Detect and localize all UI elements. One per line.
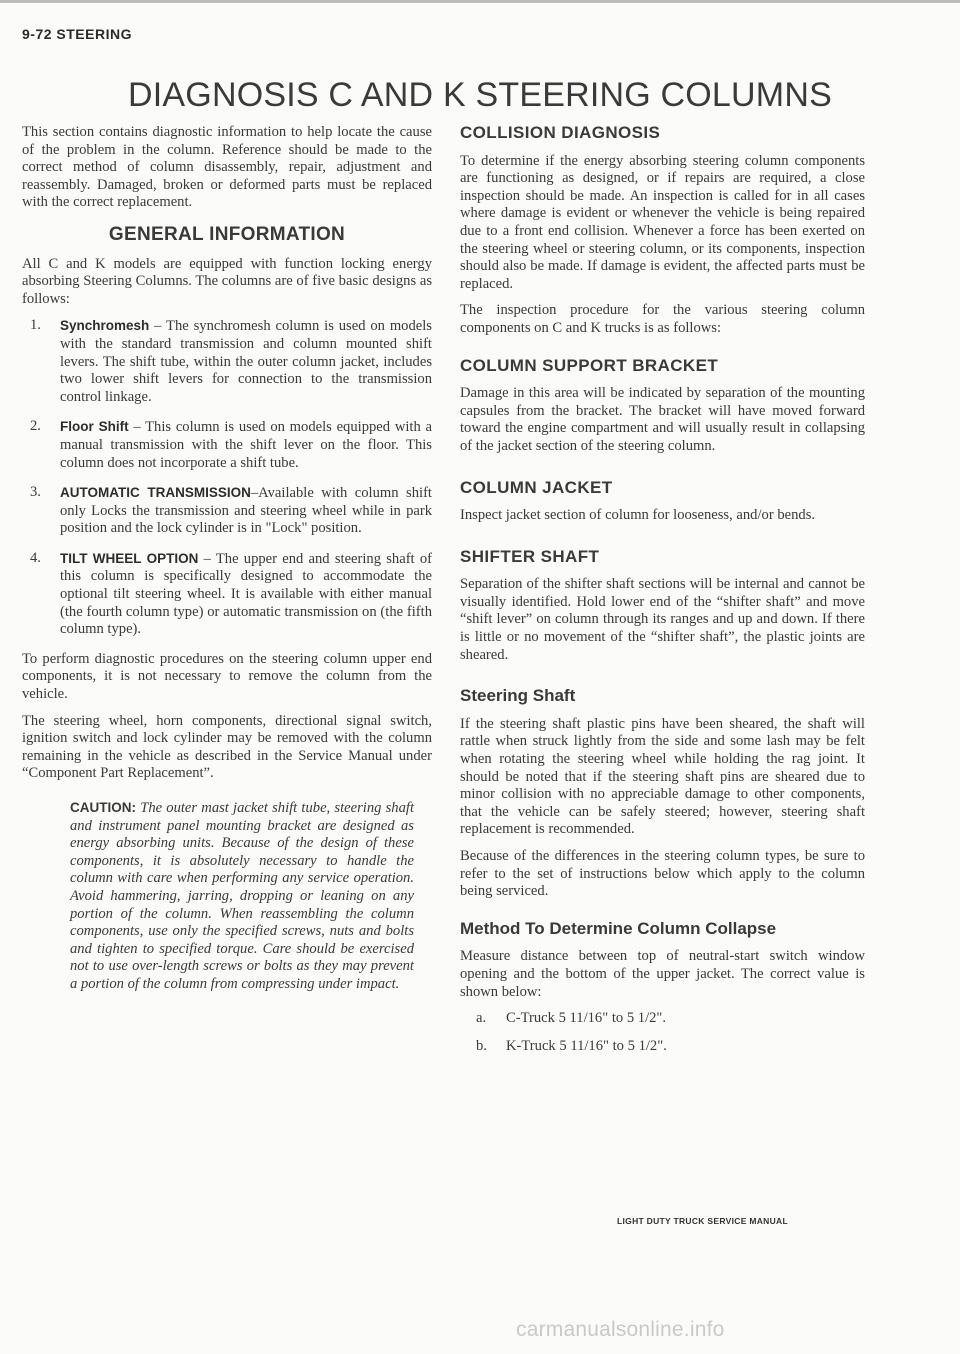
spec-value-item <box>460 1010 865 1028</box>
collision-paragraph: To determine if the energy absorbing steering column components are functioning as designed, or if repairs are required, a close inspection should be made. An inspection is called for in all cases where damage is evident or whenever the vehicle is being repaired due to a front end collision. Whenever a force has been exerted on the steering wheel or steering column, or its components, inspection should also be made. If damage is evident, the affected parts must be replaced. <box>460 152 865 292</box>
collision-diagnosis-heading: COLLISION DIAGNOSIS <box>460 123 661 142</box>
item-number: 1. <box>30 317 41 334</box>
steering-shaft-heading: Steering Shaft <box>460 686 576 706</box>
general-information-heading: GENERAL INFORMATION <box>108 223 346 245</box>
design-item <box>22 484 432 538</box>
caution-block <box>70 799 414 994</box>
item-text: –Available with column shift only Locks the transmission and steering wheel while in park position and the lock cylinder is in "Lock" position. <box>60 485 432 537</box>
right-column <box>460 124 865 1065</box>
item-term: TILT WHEEL OPTION <box>60 550 199 566</box>
item-text: – This column is used on models equipped with a manual transmission with the shift lever on the floor. This column does not incorporate a shift tube. <box>60 419 432 471</box>
spec-text: K-Truck 5 11/16" to 5 1/2". <box>506 1037 667 1054</box>
item-number: 2. <box>30 418 41 435</box>
item-text: – The upper end and steering shaft of this column is specifically designed to accommodate the optional tilt steering wheel. It is available with either manual (the fourth column type) or automatic transmission on (the fifth column type). <box>60 550 432 638</box>
procedure-paragraph: The inspection procedure for the various steering column components on C and K trucks is as follows: <box>460 302 865 336</box>
method-paragraph: Measure distance between top of neutral-start switch window opening and the bottom of the upper jacket. The correct value is shown below: <box>460 948 865 1000</box>
spec-text: C-Truck 5 11/16" to 5 1/2". <box>506 1010 667 1027</box>
steering-shaft-paragraph: If the steering shaft plastic pins have been sheared, the shaft will rattle when struck lightly from the side and some lash may be felt when rotating the steering wheel while holding the rag joint. It should be noted that if the steering shaft pins are sheared due to minor collision with no appreciable damage to other components, that the vehicle can be safely steered; however, steering shaft replacement is recommended. <box>460 715 865 838</box>
item-term: Synchromesh <box>60 318 150 334</box>
caution-label: CAUTION: <box>70 800 136 815</box>
design-item <box>22 317 432 406</box>
item-term: Floor Shift <box>60 419 129 435</box>
differences-paragraph: Because of the differences in the steering column types, be sure to refer to the set of instructions below which apply to the column being serviced. <box>460 848 865 900</box>
intro-paragraph: This section contains diagnostic information to help locate the cause of the problem in the column. Reference should be made to the correct method of column disassembly, repair, adjustment and reassembly. Damaged, broken or deformed parts must be replaced with the correct replacement. <box>22 124 432 211</box>
manual-name-footer: LIGHT DUTY TRUCK SERVICE MANUAL <box>617 1216 788 1226</box>
spec-label: a. <box>476 1010 487 1027</box>
item-number: 3. <box>30 484 41 501</box>
caution-text: The outer mast jacket shift tube, steering shaft and instrument panel mounting bracket are designed as energy absorbing units. Because of the design of these components, it is absolutely necessary to handle the column with care when performing any service operation. Avoid hammering, jarring, dropping or leaning on any portion of the column. When reassembling the column components, use only the specified screws, nuts and bolts and tighten to specified torque. Care should be exercised not to use over-length screws or bolts as they may prevent a portion of the column from compressing under impact. <box>70 800 414 992</box>
running-head: 9-72 STEERING <box>22 26 132 42</box>
spec-value-item <box>460 1038 865 1056</box>
item-text: – The synchromesh column is used on models with the standard transmission and column mounted shift levers. The shift tube, within the outer column jacket, includes two lower shift levers for connection to the transmission control linkage. <box>60 318 432 405</box>
item-term: AUTOMATIC TRANSMISSION <box>60 485 251 501</box>
page-title: DIAGNOSIS C AND K STEERING COLUMNS <box>128 76 832 114</box>
column-support-bracket-heading: COLUMN SUPPORT BRACKET <box>460 355 719 375</box>
perform-paragraph: To perform diagnostic procedures on the steering column upper end components, it is not necessary to remove the column from the vehicle. <box>22 650 432 703</box>
spec-label: b. <box>476 1037 487 1054</box>
item-number: 4. <box>30 549 41 566</box>
method-heading: Method To Determine Column Collapse <box>460 918 777 938</box>
general-information-paragraph: All C and K models are equipped with function locking energy absorbing Steering Columns. The columns are of five basic designs as follows: <box>22 255 432 307</box>
watermark-text: carmanualsonline.info <box>516 1318 725 1341</box>
shifter-shaft-heading: SHIFTER SHAFT <box>460 546 600 566</box>
design-item <box>22 418 432 472</box>
left-column <box>22 124 432 994</box>
jacket-paragraph: Inspect jacket section of column for looseness, and/or bends. <box>460 507 816 524</box>
column-jacket-heading: COLUMN JACKET <box>460 477 613 497</box>
design-item <box>22 550 432 639</box>
top-rule <box>0 0 960 3</box>
bracket-paragraph: Damage in this area will be indicated by separation of the mounting capsules from the bracket. The bracket will have moved forward toward the engine compartment and will usually result in collapsing of the jacket section of the steering column. <box>460 385 865 454</box>
shifter-paragraph: Separation of the shifter shaft sections will be internal and cannot be visually identified. Hold lower end of the “shifter shaft” and move “shift lever” on column through its ranges and up and down. If there is little or no movement of the “shifter shaft”, the plastic joints are sheared. <box>460 576 865 663</box>
steering-wheel-paragraph: The steering wheel, horn components, directional signal switch, ignition switch and lock cylinder may be removed with the column remaining in the vehicle as described in the Service Manual under “Component Part Replacement”. <box>22 712 432 782</box>
